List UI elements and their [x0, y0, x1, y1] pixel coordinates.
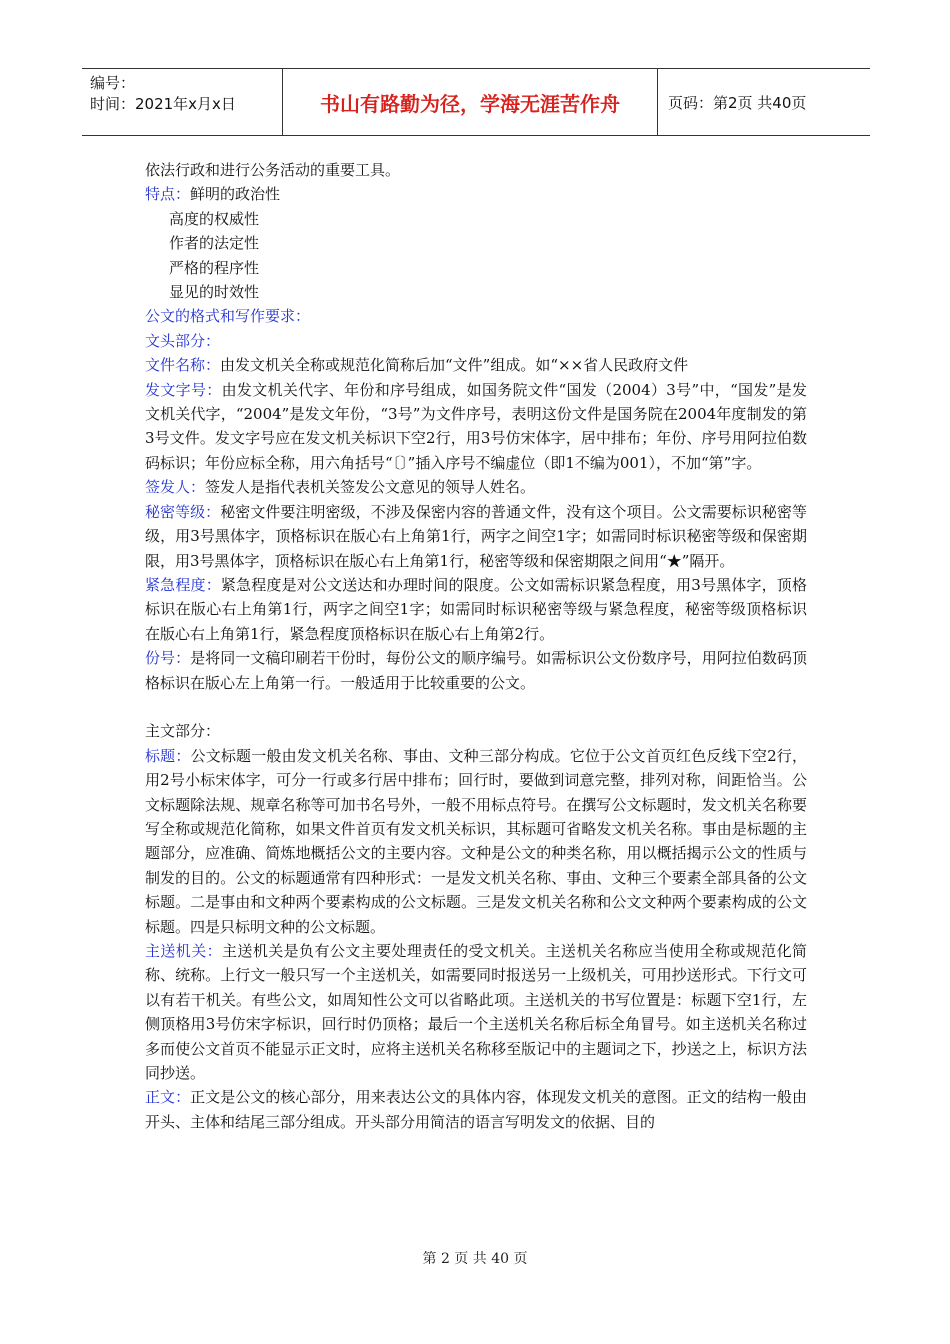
copy-number-text: 是将同一文稿印刷若干份时，每份公文的顺序编号。如需标识公文份数序号，用阿拉伯数码顶格标识在版心左上角第一行。一般适用于比较重要的公文。: [145, 649, 807, 692]
features-label: 特点：: [145, 185, 191, 204]
paragraph-title: [145, 744, 807, 939]
secret-level-label: 秘密等级：: [145, 502, 221, 521]
recipient-text: 主送机关是负有公文主要处理责任的受文机关。主送机关名称应当使用全称或规范化简称、统称。上行文一般只写一个主送机关，如需要同时报送另一上级机关，可用抄送形式。下行文可以有若干机关。有些公文，如周知性公文可以省略此项。主送机关的书写位置是：标题下空1行，左侧顶格用3号仿宋字标识，回行时仍顶格；最后一个主送机关名称后标全角冒号。如主送机关名称过多而使公文首页不能显示正文时，应将主送机关名称移至版记中的主题词之下，抄送之上，标识方法同抄送。: [145, 941, 807, 1083]
main-text-label: 正文：: [145, 1088, 191, 1107]
title-label: 标题：: [145, 746, 191, 765]
paragraph-doc-number: [145, 378, 807, 476]
paragraph-urgency: [145, 573, 807, 646]
feature-item: 显见的时效性: [169, 283, 260, 302]
copy-number-label: 份号：: [145, 649, 191, 668]
feature-item: 鲜明的政治性: [190, 185, 281, 204]
feature-item: 高度的权威性: [169, 209, 260, 228]
paragraph-secret-level: [145, 500, 807, 573]
signer-text: 签发人是指代表机关签发公文意见的领导人姓名。: [205, 478, 536, 497]
number-label: 编号：: [90, 74, 136, 92]
main-section-heading: 主文部分：: [145, 722, 221, 741]
time-label: 时间：2021年x月x日: [90, 95, 236, 113]
features-paragraph: [145, 182, 807, 206]
feature-item: 作者的法定性: [169, 234, 260, 253]
paragraph-file-name: [145, 353, 807, 377]
doc-number-text: 由发文机关代字、年份和序号组成，如国务院文件“国发（2004）3号”中，“国发”是发文机关代字，“2004”是发文年份，“3号”为文件序号，表明这份文件是国务院在2004年度制发的第3号文件。发文字号应在发文机关标识下空2行，用3号仿宋体字，居中排布；年份、序号用阿拉伯数码标识；年份应标全称，用六角括号“〔〕”插入序号不编虚位（即1不编为001），不加“第”字。: [145, 380, 807, 472]
main-text-text: 正文是公文的核心部分，用来表达公文的具体内容，体现发文机关的意图。正文的结构一般由开头、主体和结尾三部分组成。开头部分用简洁的语言写明发文的依据、目的: [145, 1088, 807, 1131]
header-meta: [82, 69, 282, 135]
feature-item: 严格的程序性: [169, 258, 260, 277]
page-footer: 第 2 页 共 40 页: [422, 1251, 528, 1267]
signer-label: 签发人：: [145, 478, 206, 497]
file-name-text: 由发文机关全称或规范化简称后加“文件”组成。如“××省人民政府文件: [220, 356, 689, 375]
head-section-heading: 文头部分：: [145, 331, 221, 350]
blank-line: [145, 695, 807, 719]
urgency-label: 紧急程度：: [145, 575, 221, 594]
paragraph-recipient: [145, 939, 807, 1085]
file-name-label: 文件名称：: [145, 356, 221, 375]
title-text: 公文标题一般由发文机关名称、事由、文种三部分构成。它位于公文首页红色反线下空2行，用2号小标宋体字，可分一行或多行居中排布；回行时，要做到词意完整，排列对称，间距恰当。公文标题除法规、规章名称等可加书名号外，一般不用标点符号。在撰写公文标题时，发文机关名称要写全称或规范化简称，如果文件首页有发文机关标识，其标题可省略发文机关名称。事由是标题的主题部分，应准确、简炼地概括公文的主要内容。文种是公文的种类名称，用以概括揭示公文的性质与制发的目的。公文的标题通常有四种形式：一是发文机关名称、事由、文种三个要素全部具备的公文标题。二是事由和文种两个要素构成的公文标题。三是发文机关名称和公文文种两个要素构成的公文标题。四是只标明文种的公文标题。: [145, 746, 807, 936]
paragraph-copy-number: [145, 646, 807, 695]
header-table: [82, 68, 870, 136]
recipient-label: 主送机关：: [145, 941, 223, 960]
format-heading: 公文的格式和写作要求：: [145, 307, 311, 326]
header-page-label: 页码：第2页 共40页: [668, 93, 807, 112]
paragraph-main-text: [145, 1085, 807, 1134]
paragraph-signer: [145, 475, 807, 499]
intro-line: 依法行政和进行公务活动的重要工具。: [145, 161, 401, 179]
header-motto: 书山有路勤为径，学海无涯苦作舟: [282, 69, 658, 135]
document-body: [145, 158, 807, 1134]
doc-number-label: 发文字号：: [145, 380, 222, 399]
urgency-text: 紧急程度是对公文送达和办理时间的限度。公文如需标识紧急程度，用3号黑体字，顶格标识在版心右上角第1行，两字之间空1字；如需同时标识秘密等级与紧急程度，秘密等级顶格标识在版心右上角第1行，紧急程度顶格标识在版心右上角第2行。: [145, 575, 807, 643]
secret-level-text: 秘密文件要注明密级，不涉及保密内容的普通文件，没有这个项目。公文需要标识秘密等级，用3号黑体字，顶格标识在版心右上角第1行，两字之间空1字；如需同时标识秘密等级和保密期限，用3号黑体字，顶格标识在版心右上角第1行，秘密等级和保密期限之间用“★”隔开。: [145, 502, 807, 570]
